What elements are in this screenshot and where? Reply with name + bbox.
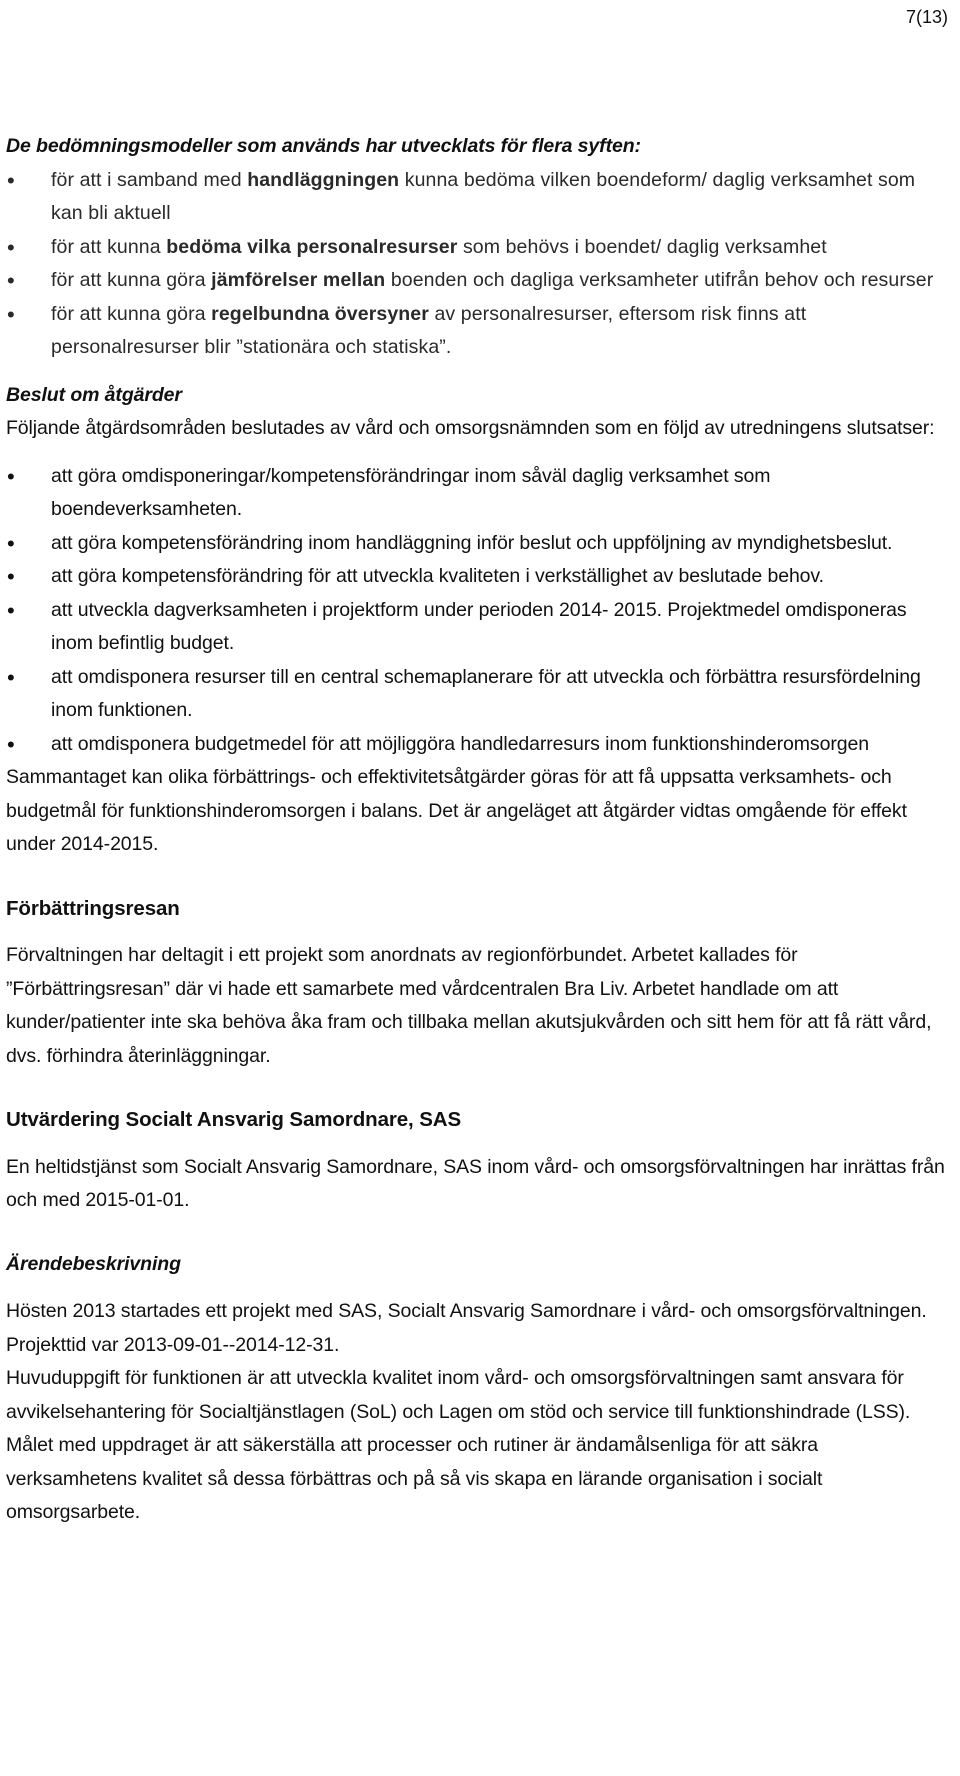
list-item: • för att kunna bedöma vilka personalresurser som behövs i boendet/ daglig verksamhet	[6, 231, 951, 265]
arende-paragraph: Huvuduppgift för funktionen är att utveckla kvalitet inom vård- och omsorgsförvaltningen samt ansvara för avvikelsehantering för Socialtjänstlagen (SoL) och Lagen om stöd och service till funktionshindrade (LSS).	[6, 1367, 911, 1423]
arende-heading: Ärendebeskrivning	[6, 1252, 181, 1275]
document-body	[6, 130, 951, 1530]
list-item: • för att kunna göra regelbundna översyner av personalresurser, eftersom risk finns att personalresurser blir ”stationära och statiska”.	[6, 298, 951, 365]
list-item: • att omdisponera resurser till en central schemaplanerare för att utveckla och förbättra resursfördelning inom funktionen.	[6, 661, 951, 728]
list-item: • att göra kompetensförändring för att utveckla kvaliteten i verkställighet av beslutade behov.	[6, 560, 951, 594]
sas-body: En heltidstjänst som Socialt Ansvarig Samordnare, SAS inom vård- och omsorgsförvaltningen har inrättas från och med 2015-01-01.	[6, 1155, 945, 1211]
models-list	[6, 164, 951, 365]
decisions-intro: Följande åtgärdsområden beslutades av vård och omsorgsnämnden som en följd av utredningens slutsatser:	[6, 417, 935, 439]
models-heading: De bedömningsmodeller som används har utvecklats för flera syften:	[6, 135, 641, 157]
page-number: 7(13)	[905, 7, 948, 27]
list-item: • för att i samband med handläggningen kunna bedöma vilken boendeform/ daglig verksamhet som kan bli aktuell	[6, 164, 951, 231]
decisions-summary: Sammantaget kan olika förbättrings- och effektivitetsåtgärder göras för att få uppsatta verksamhets- och budgetmål för funktionshinderomsorgen i balans. Det är angeläget att åtgärder vidtas omgående för effekt under 2014-2015.	[6, 766, 907, 855]
arende-paragraph: Målet med uppdraget är att säkerställa att processer och rutiner är ändamålsenliga för att säkra verksamhetens kvalitet så dessa förbättras och på så vis skapa en lärande organisation i socialt omsorgsarbete.	[6, 1434, 823, 1523]
forbattring-heading: Förbättringsresan	[6, 896, 180, 920]
list-item: • att omdisponera budgetmedel för att möjliggöra handledarresurs inom funktionshinderomsorgen	[6, 728, 951, 762]
arende-paragraph: Hösten 2013 startades ett projekt med SAS, Socialt Ansvarig Samordnare i vård- och omsorgsförvaltningen. Projekttid var 2013-09-01--2014-12-31.	[6, 1300, 927, 1356]
decisions-list	[6, 460, 951, 762]
list-item: • att göra omdisponeringar/kompetensförändringar inom såväl daglig verksamhet som boendeverksamheten.	[6, 460, 951, 527]
sas-heading: Utvärdering Socialt Ansvarig Samordnare, SAS	[6, 1108, 462, 1131]
forbattring-body: Förvaltningen har deltagit i ett projekt som anordnats av regionförbundet. Arbetet kallades för ”Förbättringsresan” där vi hade ett samarbete med vårdcentralen Bra Liv. Arbetet handlade om att kunder/patienter inte ska behöva åka fram och tillbaka mellan akutsjukvården och sitt hem för att få rätt vård, dvs. förhindra återinläggningar.	[6, 944, 932, 1067]
list-item: • att utveckla dagverksamheten i projektform under perioden 2014- 2015. Projektmedel omdisponeras inom befintlig budget.	[6, 594, 951, 661]
decisions-heading: Beslut om åtgärder	[6, 383, 182, 406]
list-item: • att göra kompetensförändring inom handläggning inför beslut och uppföljning av myndighetsbeslut.	[6, 527, 951, 561]
list-item: • för att kunna göra jämförelser mellan boenden och dagliga verksamheter utifrån behov och resurser	[6, 264, 951, 298]
